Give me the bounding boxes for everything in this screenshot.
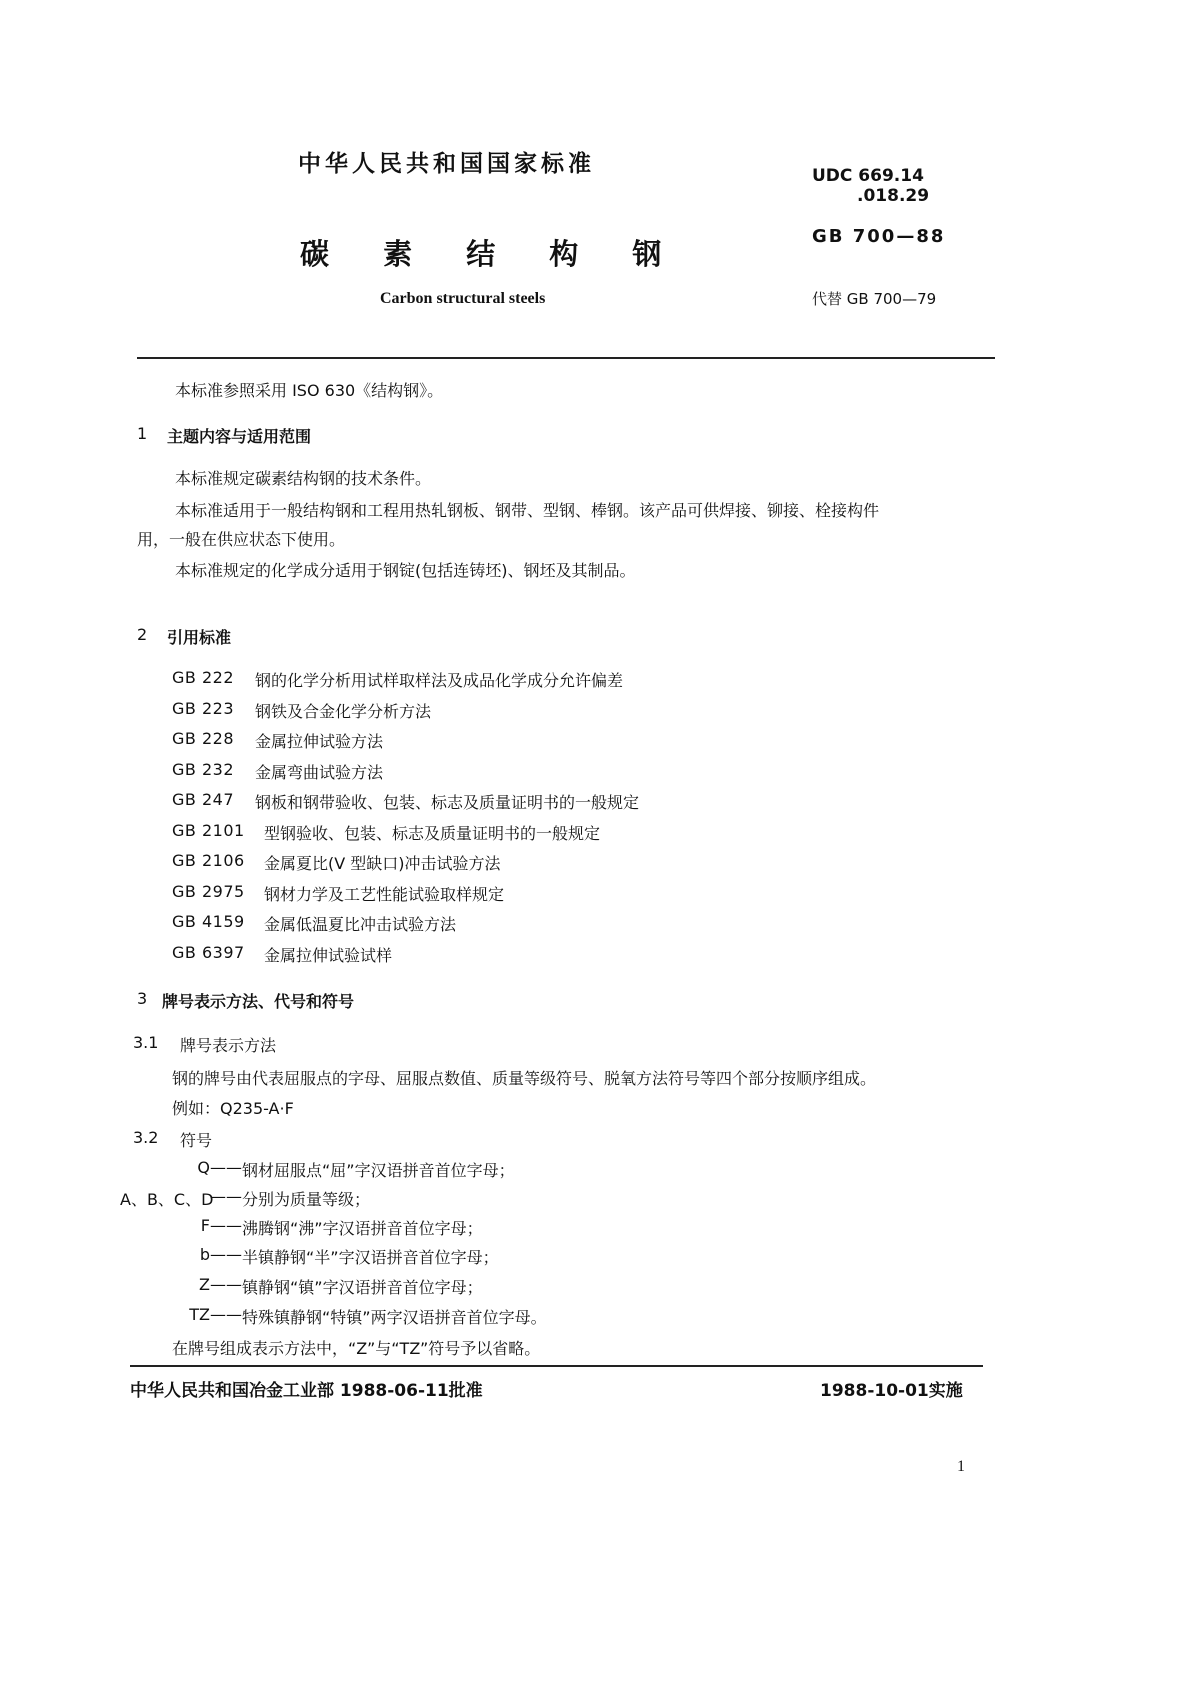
ref-code: GB 232 — [172, 760, 234, 779]
symbol-code: TZ — [189, 1305, 210, 1324]
ref-code: GB 228 — [172, 729, 234, 748]
symbol-dash: —— — [210, 1216, 242, 1235]
section-3-note: 在牌号组成表示方法中，“Z”与“TZ”符号予以省略。 — [172, 1339, 541, 1358]
section-3-2-title: 符号 — [180, 1131, 213, 1150]
symbol-dash: —— — [210, 1187, 242, 1206]
header-rule — [137, 357, 995, 359]
ref-code: GB 2101 — [172, 821, 245, 840]
section-1-paragraph-2-cont: 用，一般在供应状态下使用。 — [137, 530, 346, 549]
symbol-dash: —— — [210, 1158, 242, 1177]
symbol-description: 分别为质量等级； — [242, 1190, 371, 1209]
section-1-number: 1 — [137, 424, 148, 443]
ref-title: 金属夏比(V 型缺口)冲击试验方法 — [264, 854, 501, 873]
section-3-1-text: 钢的牌号由代表屈服点的字母、屈服点数值、质量等级符号、脱氧方法符号等四个部分按顺序组成。 — [172, 1069, 877, 1088]
section-3-2-number: 3.2 — [133, 1128, 159, 1147]
ref-code: GB 2106 — [172, 851, 245, 870]
page-number: 1 — [957, 1458, 965, 1475]
ref-code: GB 2975 — [172, 882, 245, 901]
symbol-description: 沸腾钢“沸”字汉语拼音首位字母； — [242, 1219, 483, 1238]
replaces-standard: 代替 GB 700—79 — [812, 290, 937, 308]
ref-title: 钢材力学及工艺性能试验取样规定 — [264, 885, 505, 904]
section-2-heading: 引用标准 — [167, 628, 232, 647]
udc-code-suffix: .018.29 — [857, 186, 930, 206]
section-1-paragraph-2: 本标准适用于一般结构钢和工程用热轧钢板、钢带、型钢、棒钢。该产品可供焊接、铆接、栓接构件 — [175, 501, 880, 520]
symbol-dash: —— — [210, 1275, 242, 1294]
ref-code: GB 223 — [172, 699, 234, 718]
symbol-dash: —— — [210, 1305, 242, 1324]
section-3-1-title: 牌号表示方法 — [180, 1036, 277, 1055]
approval-statement: 中华人民共和国冶金工业部 1988-06-11批准 — [130, 1381, 483, 1401]
ref-title: 金属弯曲试验方法 — [255, 763, 384, 782]
symbol-code: F — [200, 1216, 210, 1235]
standard-number: GB 700—88 — [812, 226, 946, 247]
symbol-code: Z — [199, 1275, 210, 1294]
section-3-1-number: 3.1 — [133, 1033, 159, 1052]
udc-code: UDC 669.14 — [812, 166, 924, 186]
ref-title: 金属拉伸试验方法 — [255, 732, 384, 751]
symbol-description: 特殊镇静钢“特镇”两字汉语拼音首位字母。 — [242, 1308, 547, 1327]
ref-code: GB 6397 — [172, 943, 245, 962]
symbol-description: 半镇静钢“半”字汉语拼音首位字母； — [242, 1248, 499, 1267]
symbol-code: b — [199, 1245, 210, 1264]
effective-date: 1988-10-01实施 — [820, 1381, 963, 1401]
symbol-dash: —— — [210, 1245, 242, 1264]
ref-title: 金属低温夏比冲击试验方法 — [264, 915, 457, 934]
section-3-1-example: 例如：Q235-A·F — [172, 1099, 294, 1118]
ref-title: 钢铁及合金化学分析方法 — [255, 702, 432, 721]
footer-rule — [130, 1365, 983, 1367]
national-standard-label: 中华人民共和国国家标准 — [298, 151, 595, 177]
ref-code: GB 4159 — [172, 912, 245, 931]
section-1-paragraph-1: 本标准规定碳素结构钢的技术条件。 — [175, 469, 432, 488]
section-2-number: 2 — [137, 625, 148, 644]
section-3-heading: 牌号表示方法、代号和符号 — [162, 992, 355, 1011]
symbol-code: A、B、C、D — [120, 1190, 214, 1209]
symbol-code: Q — [197, 1158, 210, 1177]
ref-title: 钢板和钢带验收、包装、标志及质量证明书的一般规定 — [255, 793, 640, 812]
ref-title: 型钢验收、包装、标志及质量证明书的一般规定 — [264, 824, 601, 843]
document-title: 碳 素 结 构 钢 — [300, 237, 684, 271]
preface-text: 本标准参照采用 ISO 630《结构钢》。 — [175, 381, 444, 400]
section-3-number: 3 — [137, 989, 148, 1008]
symbol-description: 钢材屈服点“屈”字汉语拼音首位字母； — [242, 1161, 515, 1180]
symbol-description: 镇静钢“镇”字汉语拼音首位字母； — [242, 1278, 483, 1297]
document-title-english: Carbon structural steels — [380, 290, 546, 307]
section-1-paragraph-3: 本标准规定的化学成分适用于钢锭(包括连铸坯)、钢坯及其制品。 — [175, 561, 636, 580]
ref-title: 钢的化学分析用试样取样法及成品化学成分允许偏差 — [255, 671, 624, 690]
ref-code: GB 222 — [172, 668, 234, 687]
ref-title: 金属拉伸试验试样 — [264, 946, 393, 965]
section-1-heading: 主题内容与适用范围 — [167, 427, 312, 446]
ref-code: GB 247 — [172, 790, 234, 809]
